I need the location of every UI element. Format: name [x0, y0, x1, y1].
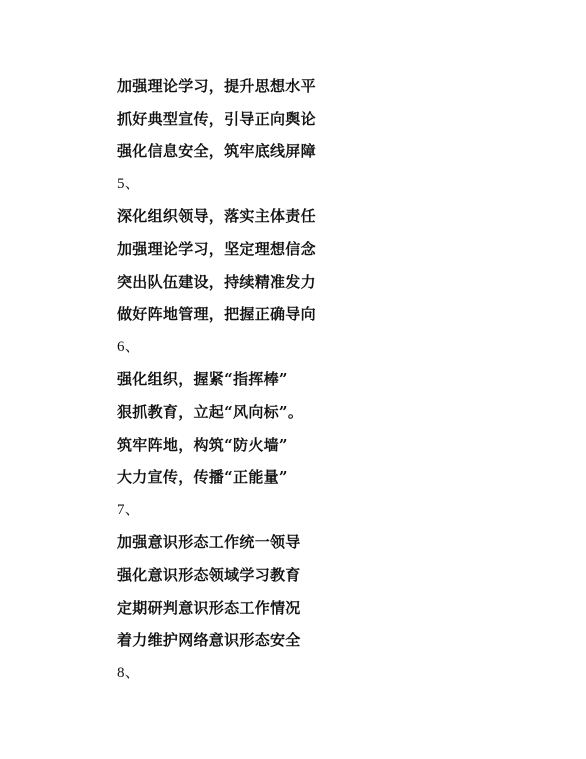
section-number: 8、 [117, 664, 141, 681]
text-line: 狠抓教育，立起“风向标”。 [117, 402, 304, 421]
text-line: 强化信息安全，筑牢底线屏障 [117, 142, 316, 161]
text-line: 做好阵地管理，把握正确导向 [117, 305, 316, 324]
text-line: 深化组织领导，落实主体责任 [117, 207, 316, 226]
text-line: 大力宣传，传播“正能量” [117, 468, 288, 487]
section-number: 7、 [117, 501, 141, 518]
text-line: 着力维护网络意识形态安全 [117, 631, 301, 650]
section-number: 5、 [117, 175, 141, 192]
text-line: 筑牢阵地，构筑“防火墙” [117, 435, 288, 454]
text-line: 突出队伍建设，持续精准发力 [117, 272, 316, 291]
document-body [117, 70, 316, 689]
text-line: 定期研判意识形态工作情况 [117, 598, 301, 617]
text-line: 加强理论学习，坚定理想信念 [117, 239, 316, 258]
text-line: 加强意识形态工作统一领导 [117, 533, 301, 552]
text-line: 抓好典型宣传，引导正向舆论 [117, 109, 316, 128]
text-line: 强化组织，握紧“指挥棒” [117, 370, 288, 389]
text-line: 强化意识形态领域学习教育 [117, 565, 301, 584]
section-number: 6、 [117, 338, 141, 355]
text-line: 加强理论学习，提升思想水平 [117, 77, 316, 95]
